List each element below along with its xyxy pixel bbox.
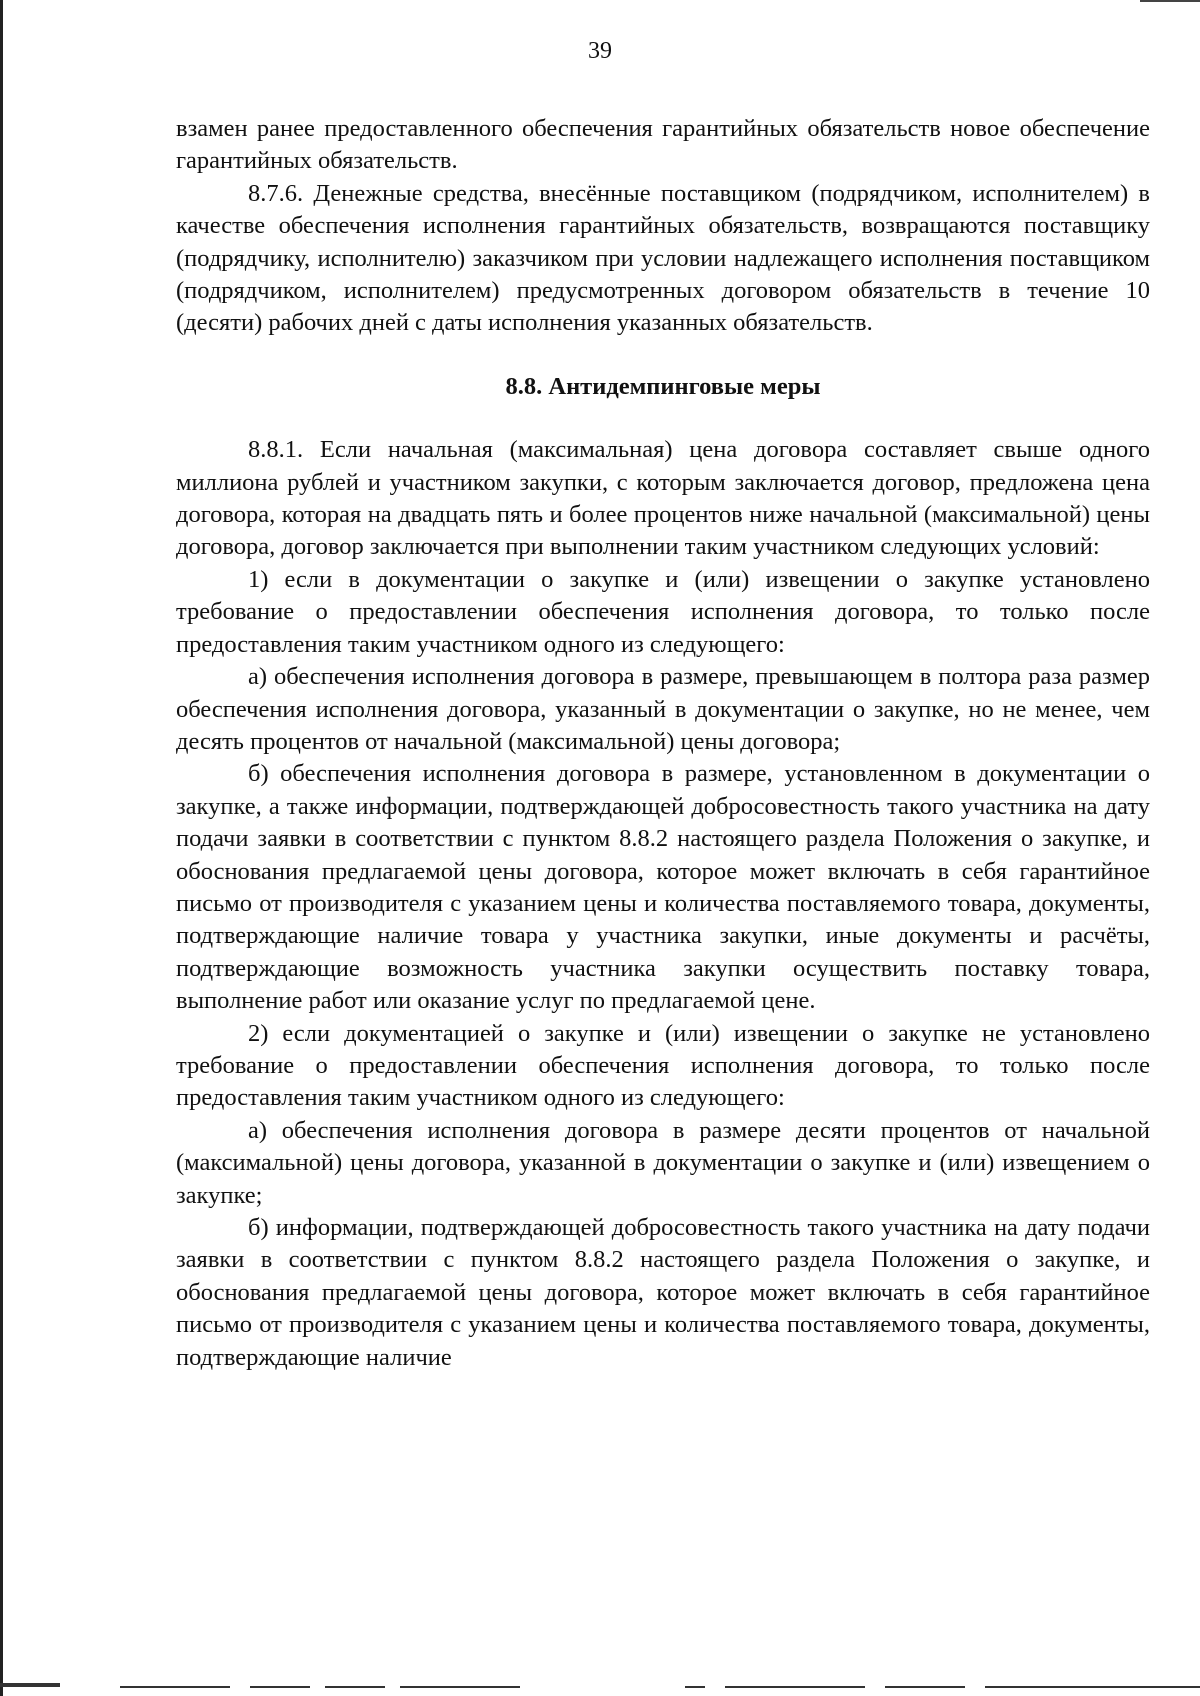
paragraph: 1) если в документации о закупке и (или) извещении о закупке установлено требование о предоставлении обеспечения исполнения договора, то только после предоставления таким участником одного из следующего: <box>176 565 1150 658</box>
section-heading: 8.8. Антидемпинговые меры <box>505 372 821 400</box>
document-body <box>176 113 1150 1374</box>
paragraph: а) обеспечения исполнения договора в размере, превышающем в полтора раза размер обеспечения исполнения договора, указанный в документации о закупке, но не менее, чем десять процентов от начальной (максимальной) цены договора; <box>176 663 1150 755</box>
page-number: 39 <box>588 38 612 64</box>
scan-artifact-line <box>120 1686 230 1688</box>
scan-artifact-line <box>325 1686 385 1688</box>
scan-artifact-line <box>885 1686 965 1688</box>
paragraphs-before <box>176 113 1150 340</box>
paragraph: 8.8.1. Если начальная (максимальная) цена договора составляет свыше одного миллиона рублей и участником закупки, с которым заключается договор, предложена цена договора, которая на двадцать пять и более процентов ниже начальной (максимальной) цены договора, договор заключается при выполнении таким участником следующих условий: <box>176 436 1150 561</box>
scan-artifact-line <box>400 1686 520 1688</box>
paragraph: 8.7.6. Денежные средства, внесённые поставщиком (подрядчиком, исполнителем) в качестве обеспечения исполнения гарантийных обязательств, возвращаются поставщику (подрядчику, исполнителю) заказчиком при условии надлежащего исполнения поставщиком (подрядчиком, исполнителем) предусмотренных договором обязательств в течение 10 (десяти) рабочих дней с даты исполнения указанных обязательств. <box>176 179 1150 337</box>
scan-artifact-line <box>250 1686 310 1688</box>
scan-artifact-line <box>685 1686 705 1688</box>
paragraph: б) обеспечения исполнения договора в размере, установленном в документации о закупке, а также информации, подтверждающей добросовестность такого участника на дату подачи заявки в соответствии с пунктом 8.8.2 настоящего раздела Положения о закупке, и обоснования предлагаемой цены договора, которое может включать в себя гарантийное письмо от производителя с указанием цены и количества поставляемого товара, документы, подтверждающие наличие товара у участника закупки, иные документы и расчёты, подтверждающие возможность участника закупки осуществить поставку товара, выполнение работ или оказание услуг по предлагаемой цене. <box>176 760 1150 1015</box>
paragraph: б) информации, подтверждающей добросовестность такого участника на дату подачи заявки в соответствии с пунктом 8.8.2 настоящего раздела Положения о закупке, и обоснования предлагаемой цены договора, которое может включать в себя гарантийное письмо от производителя с указанием цены и количества поставляемого товара, документы, подтверждающие наличие <box>176 1214 1150 1371</box>
paragraphs-after <box>176 434 1150 1374</box>
paragraph: а) обеспечения исполнения договора в размере десяти процентов от начальной (максимальной) цены договора, указанной в документации о закупке и (или) извещением о закупке; <box>176 1116 1150 1209</box>
scan-artifact-line <box>725 1686 865 1688</box>
paragraph: 2) если документацией о закупке и (или) извещении о закупке не установлено требование о предоставлении обеспечения исполнения договора, то только после предоставления таким участником одного из следующего: <box>176 1019 1150 1112</box>
scan-artifact-line <box>0 1683 60 1687</box>
scan-artifact-line <box>985 1686 1200 1688</box>
scan-footer-artifacts <box>0 1680 1200 1696</box>
scan-edge-top <box>1140 0 1200 2</box>
scan-edge-left <box>0 0 3 1696</box>
paragraph: взамен ранее предоставленного обеспечения гарантийных обязательств новое обеспечение гарантийных обязательств. <box>176 115 1150 175</box>
